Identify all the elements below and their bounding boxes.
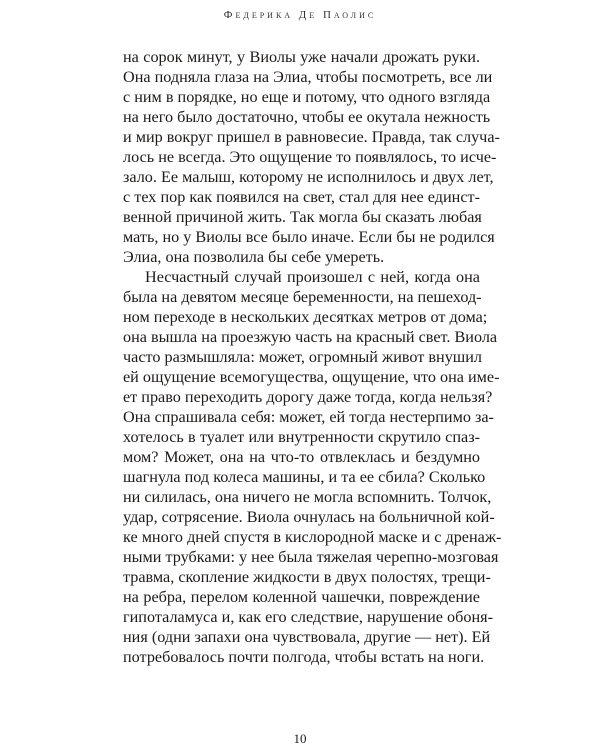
text-line: мом? Может, она на что-то отвлеклась и бездумно xyxy=(123,448,480,467)
text-line: ния (одни запахи она чувствовала, другие — нет). Ей xyxy=(123,628,491,647)
page-number: 10 xyxy=(293,731,307,746)
text-line: на сорок минут, у Виолы уже начали дрожать руки. xyxy=(123,48,480,66)
text-line: лось не всегда. Это ощущение то появлялось, то исче- xyxy=(123,148,497,167)
text-line: на ребра, перелом коленной чашечки, повреждение xyxy=(123,588,480,607)
text-line: на него было достаточно, чтобы ее окутала нежность xyxy=(123,108,491,127)
text-line: зало. Ее малыш, которому не исполнилось и двух лет, xyxy=(123,168,494,187)
text-line: гипоталамуса и, как его следствие, нарушение обоня- xyxy=(123,608,493,627)
text-line: с ним в порядке, но еще и потому, что одного взгляда xyxy=(123,88,491,107)
text-line: удар, сотрясение. Виола очнулась на больничной кой- xyxy=(123,508,495,527)
text-line: ей ощущение всемогущества, ощущение, что она име- xyxy=(123,368,500,387)
running-header: Федерика Де Паолис xyxy=(223,9,377,21)
text-line: часто размышляла: может, огромный живот внушил xyxy=(123,348,482,367)
paragraph xyxy=(123,47,500,267)
text-line: ке много дней спустя в кислородной маске и с дренаж- xyxy=(123,528,502,547)
text-line: ет право переходить дорогу даже тогда, когда нельзя? xyxy=(123,388,493,407)
text-line: ными трубками: у нее была тяжелая черепно-мозговая xyxy=(123,548,499,567)
text-line: ни силилась, она ничего не могла вспомнить. Толчок, xyxy=(123,488,492,507)
text-line: шагнула под колеса машины, и та ее сбила? Сколько xyxy=(123,468,486,487)
text-line: травма, скопление жидкости в двух полостях, трещи- xyxy=(123,568,491,587)
text-line: и мир вокруг пришел в равновесие. Правда, так случа- xyxy=(123,128,500,147)
text-line: Несчастный случай произошел с ней, когда она xyxy=(145,268,480,287)
text-line: ном переходе в нескольких десятках метров от дома; xyxy=(123,308,488,327)
page-body xyxy=(123,47,502,667)
text-line: Элиа, она позволила бы себе умереть. xyxy=(123,248,385,267)
text-line: потребовалось почти полгода, чтобы встать на ноги. xyxy=(123,648,485,667)
text-line: с тех пор как появился на свет, стал для нее единст- xyxy=(123,188,480,207)
text-line: венной причиной жить. Так могла бы сказать любая xyxy=(123,208,482,227)
text-line: Она спрашивала себя: может, ей тогда нестерпимо за- xyxy=(123,408,494,427)
text-line: была на девятом месяце беременности, на пешеход- xyxy=(123,288,482,307)
text-line: Она подняла глаза на Элиа, чтобы посмотреть, все ли xyxy=(123,68,493,87)
paragraph xyxy=(123,267,502,667)
text-line: она вышла на проезжую часть на красный свет. Виола xyxy=(123,328,498,347)
text-line: мать, но у Виолы все было иначе. Если бы не родился xyxy=(123,228,495,247)
text-line: хотелось в туалет или внутренности скрутило спаз- xyxy=(123,428,480,447)
